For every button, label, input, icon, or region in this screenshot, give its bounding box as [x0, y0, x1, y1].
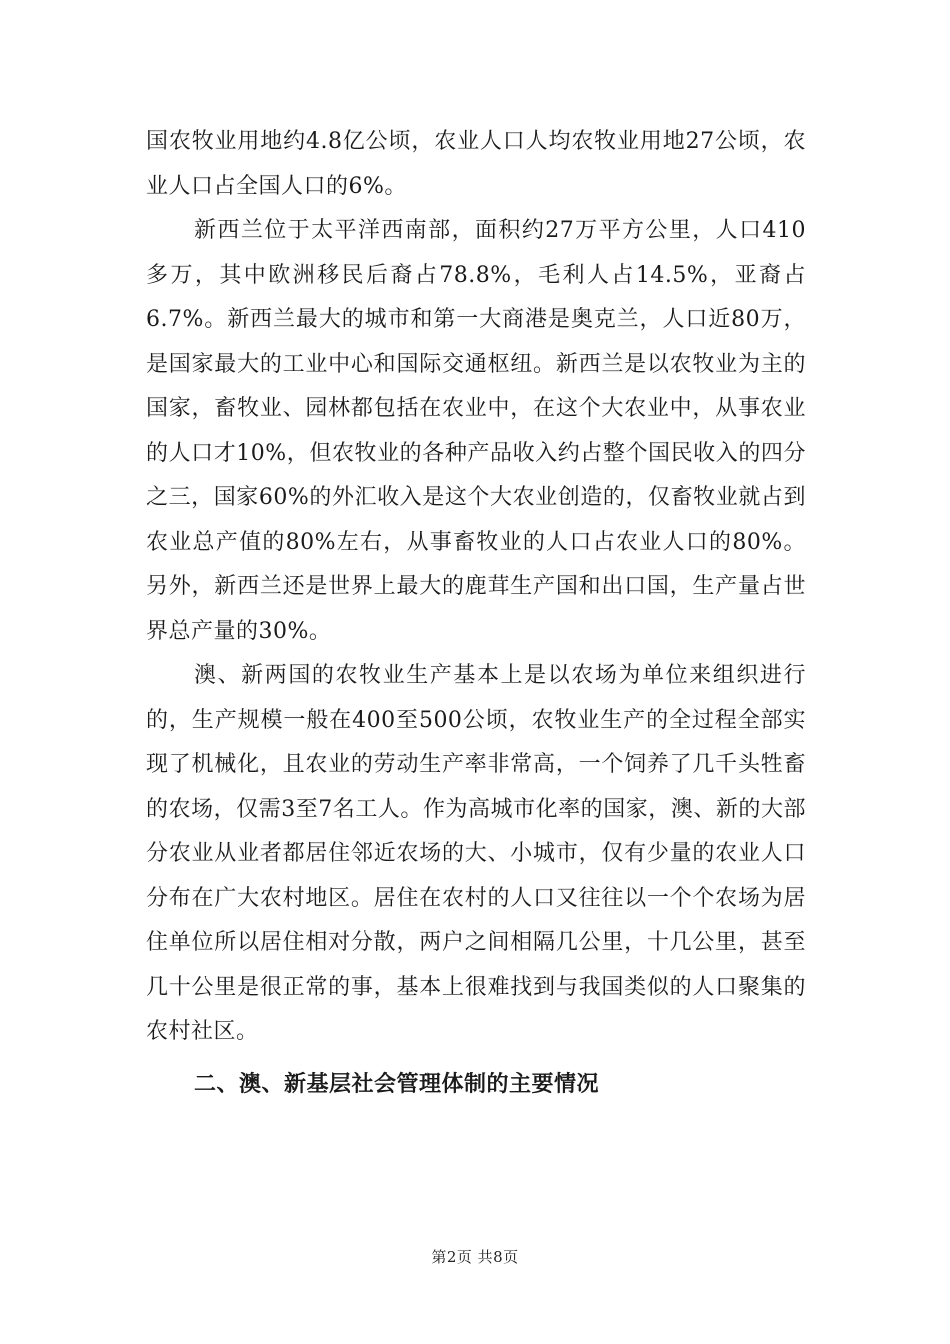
section-heading: 二、澳、新基层社会管理体制的主要情况: [194, 1071, 600, 1097]
document-body: [146, 120, 806, 1107]
paragraph-continued: 国农牧业用地约4.8亿公顷，农业人口人均农牧业用地27公顷，农业人口占全国人口的6%。: [146, 129, 806, 199]
page-footer: 第2页 共8页: [431, 1248, 519, 1266]
paragraph-farming-organization: 澳、新两国的农牧业生产基本上是以农场为单位来组织进行的，生产规模一般在400至500公顷，农牧业生产的全过程全部实现了机械化，且农业的劳动生产率非常高，一个饲养了几千头牲畜的农场，仅需3至7名工人。作为高城市化率的国家，澳、新的大部分农业从业者都居住邻近农场的大、小城市，仅有少量的农业人口分布在广大农村地区。居住在农村的人口又往往以一个个农场为居住单位所以居住相对分散，两户之间相隔几公里，十几公里，甚至几十公里是很正常的事，基本上很难找到与我国类似的人口聚集的农村社区。: [146, 663, 806, 1044]
paragraph-new-zealand: 新西兰位于太平洋西南部，面积约27万平方公里，人口410多万，其中欧洲移民后裔占78.8%，毛利人占14.5%，亚裔占6.7%。新西兰最大的城市和第一大商港是奥克兰，人口近80万，是国家最大的工业中心和国际交通枢纽。新西兰是以农牧业为主的国家，畜牧业、园林都包括在农业中，在这个大农业中，从事农业的人口才10%，但农牧业的各种产品收入约占整个国民收入的四分之三，国家60%的外汇收入是这个大农业创造的，仅畜牧业就占到农业总产值的80%左右，从事畜牧业的人口占农业人口的80%。另外，新西兰还是世界上最大的鹿茸生产国和出口国，生产量占世界总产量的30%。: [146, 218, 806, 644]
